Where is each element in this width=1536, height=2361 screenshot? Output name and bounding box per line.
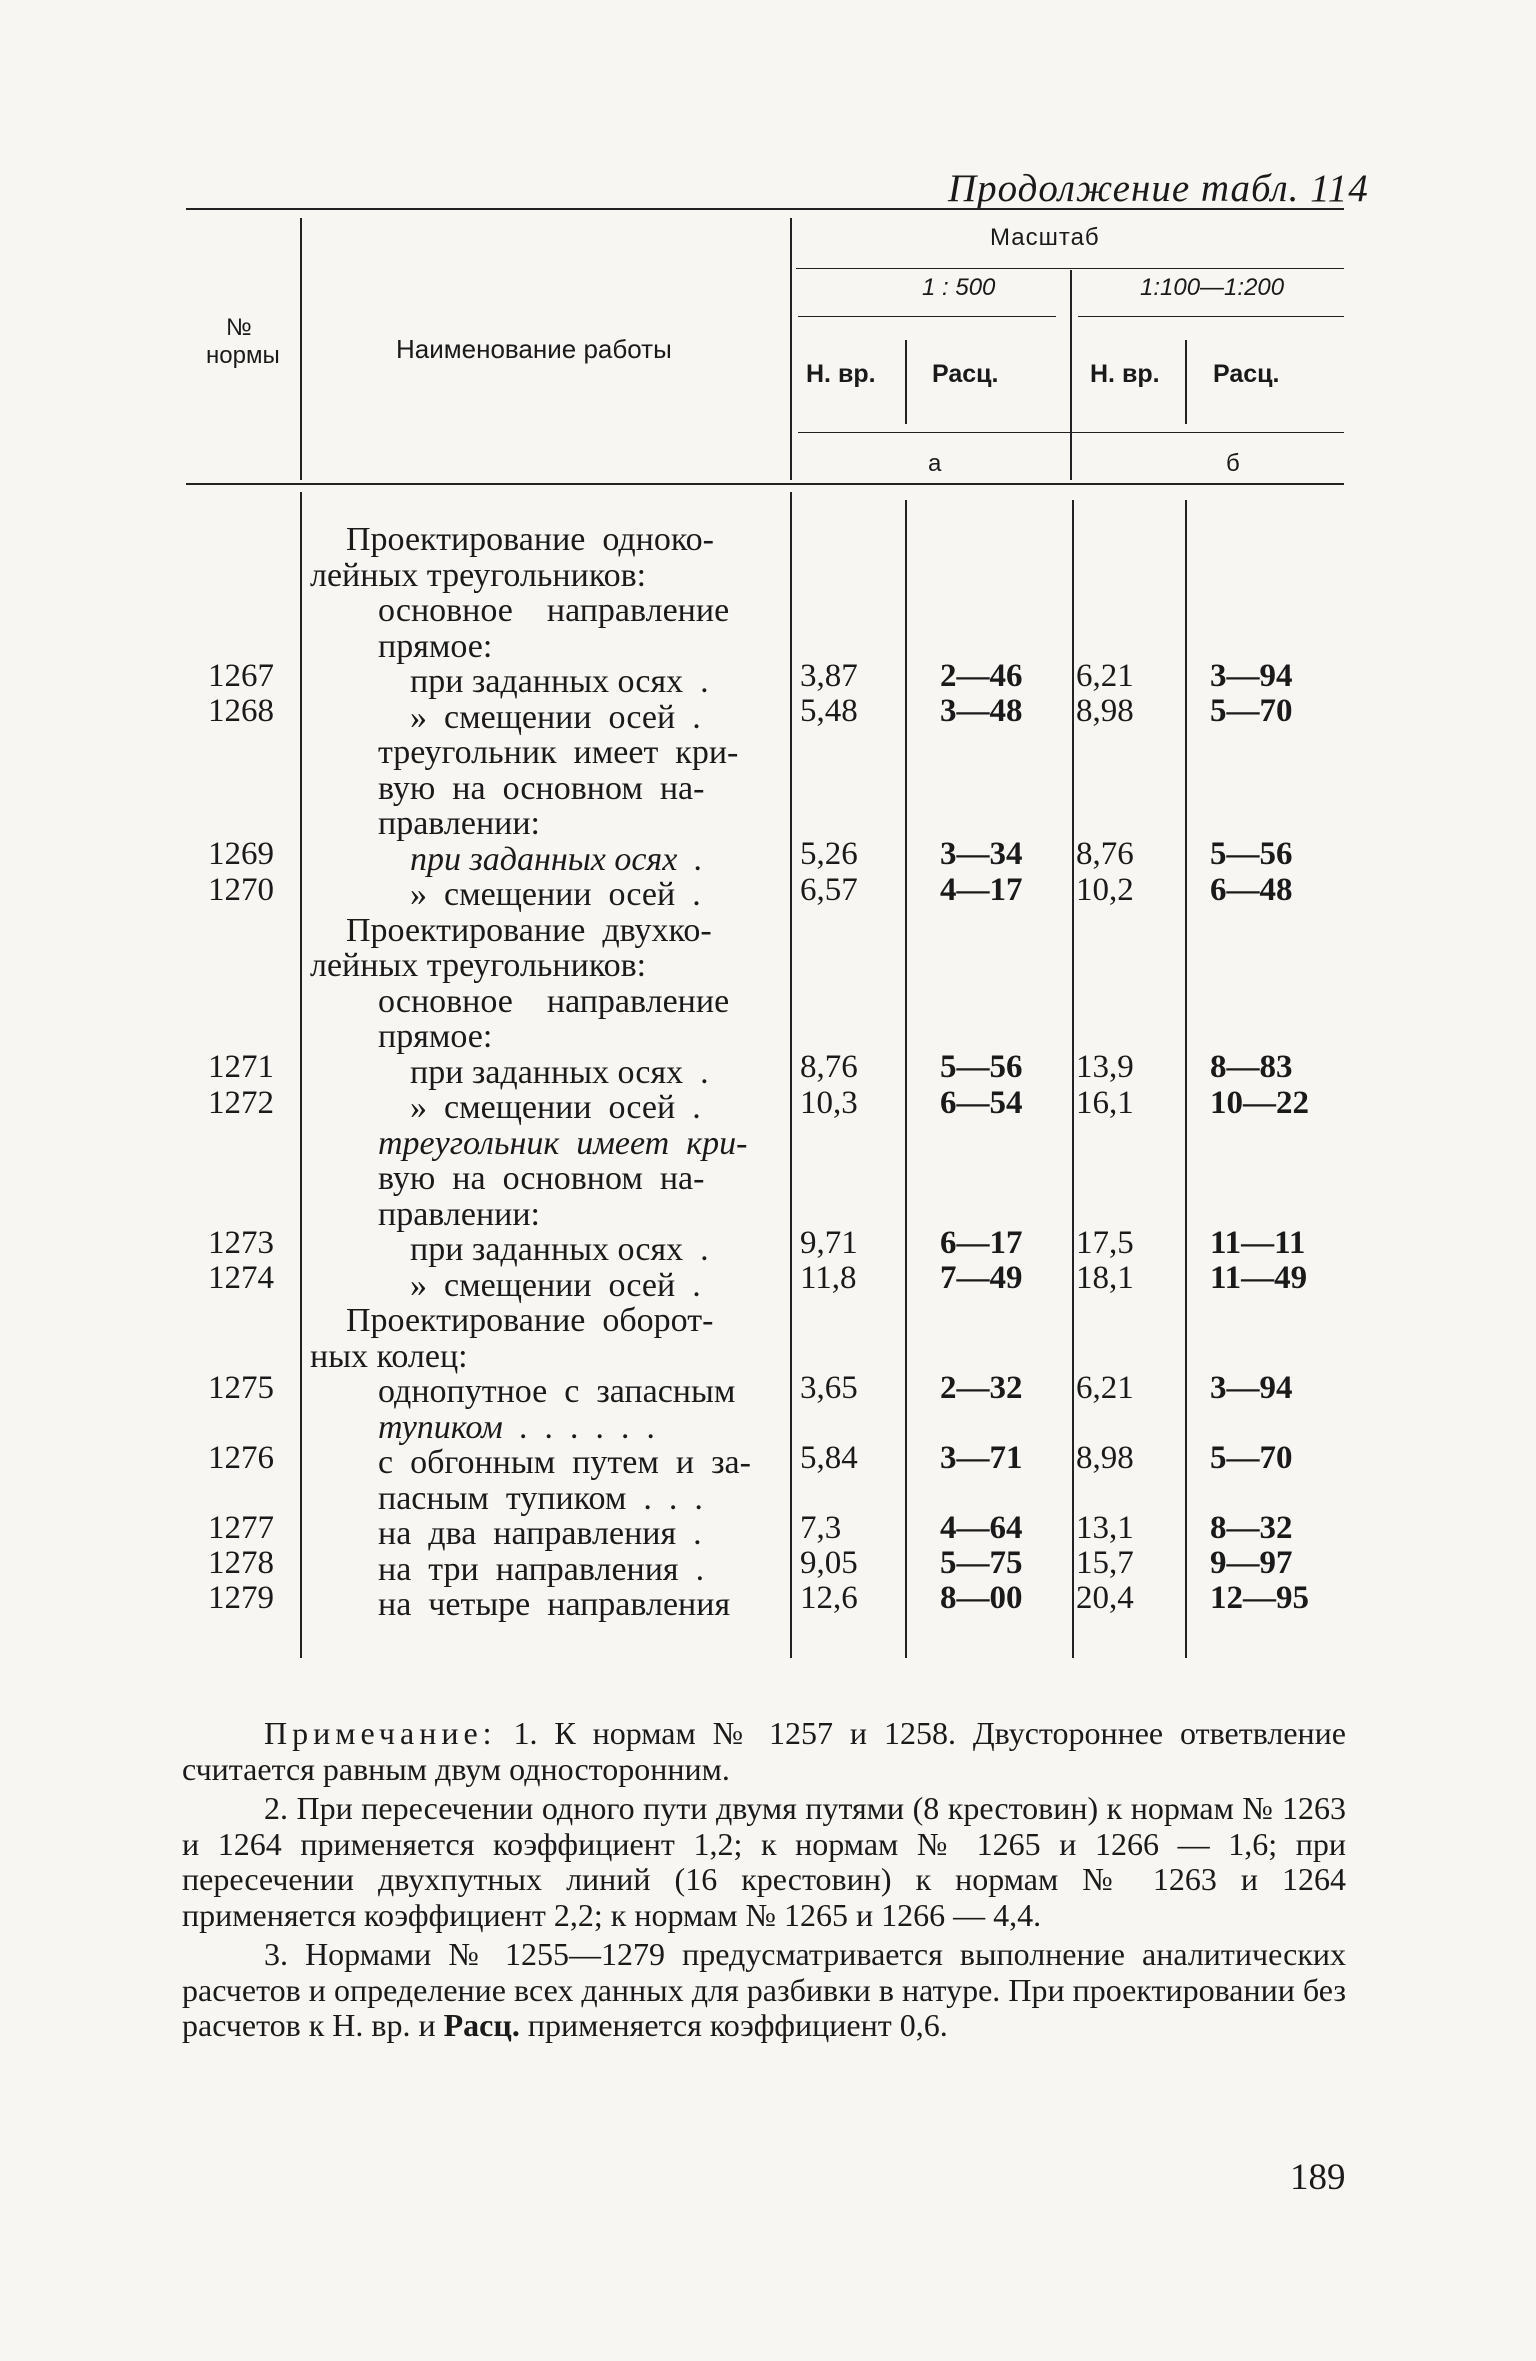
norm-number: 1277 [208, 1510, 274, 1546]
header-hvr-a: Н. вр. [806, 360, 876, 388]
text-line: Проектирование двухко- [346, 911, 712, 949]
text-line: однопутное с запасным [378, 1373, 736, 1410]
rasc-b-cell: 12—95 [1210, 1580, 1309, 1616]
scale-b-rule [1078, 316, 1344, 317]
norm-number: 1279 [208, 1580, 274, 1616]
hvr-b-cell: 17,5 [1076, 1225, 1134, 1261]
header-no-label: нормы [206, 342, 280, 369]
text-line: » смещении осей . [410, 1266, 701, 1304]
text-line: с обгонным путем и за- [378, 1444, 751, 1481]
header-vline-a [905, 340, 907, 424]
note-3-text-a: 3. Нормами № 1255—1279 предусматривается выполнение аналитических расчетов и определение всех данных для разбивки в натуре. При проектировании без расчетов к Н. вр. и [182, 1936, 1346, 2043]
hvr-b-cell: 8,98 [1076, 693, 1134, 729]
text-line: вую на основном на- [378, 1160, 705, 1197]
rasc-b-cell: 11—49 [1210, 1260, 1308, 1296]
text-line: правлении: [378, 805, 540, 842]
hvr-a-cell: 9,71 [800, 1225, 858, 1261]
norm-number: 1270 [208, 872, 274, 908]
rasc-a-cell: 4—64 [940, 1510, 1023, 1546]
rasc-a-cell: 5—56 [940, 1049, 1023, 1085]
text-line: правлении: [378, 1195, 540, 1233]
hvr-a-cell: 8,76 [800, 1049, 858, 1085]
text-line: лейных треугольников: [310, 947, 647, 984]
norm-number: 1271 [208, 1049, 274, 1085]
header-hvr-b: Н. вр. [1090, 360, 1160, 388]
norm-number: 1268 [208, 693, 274, 729]
text-line: основное направление [378, 592, 730, 629]
body-vline-name [790, 492, 792, 1658]
header-scale-b: 1:100—1:200 [1140, 274, 1285, 301]
rasc-b-cell: 8—32 [1210, 1510, 1293, 1546]
hvr-a-cell: 3,87 [800, 658, 858, 694]
hvr-a-cell: 3,65 [800, 1370, 858, 1406]
table-caption: Продолжение табл. 114 [948, 167, 1369, 210]
rasc-a-cell: 5—75 [940, 1545, 1023, 1581]
text-line: » смещении осей . [410, 876, 701, 913]
text-line: » смещении осей . [410, 1089, 701, 1126]
norm-number: 1275 [208, 1370, 274, 1406]
text-line: пасным тупиком . . . [378, 1479, 703, 1517]
rasc-b-cell: 9—97 [1210, 1545, 1293, 1581]
rasc-b-cell: 11—11 [1210, 1225, 1306, 1261]
hvr-b-cell: 6,21 [1076, 658, 1134, 694]
norm-number: 1276 [208, 1440, 274, 1476]
header-vline-scale [1070, 270, 1072, 480]
note-1-text: 1. К нормам № 1257 и 1258. Двустороннее ответвление считается равным двум односторонним. [182, 1715, 1347, 1787]
body-vline-a [905, 500, 907, 1658]
hvr-b-cell: 20,4 [1076, 1580, 1134, 1616]
text-line: на три направления . [378, 1550, 705, 1588]
rasc-a-cell: 6—54 [940, 1085, 1023, 1121]
hvr-a-cell: 12,6 [800, 1580, 858, 1616]
note-3-bold: Расц. [443, 2007, 520, 2043]
header-vline-no [300, 218, 302, 480]
norm-number: 1273 [208, 1225, 274, 1261]
rasc-a-cell: 2—32 [940, 1370, 1023, 1406]
rasc-b-cell: 10—22 [1210, 1085, 1309, 1121]
norm-number: 1272 [208, 1085, 274, 1121]
rasc-b-cell: 5—70 [1210, 693, 1293, 729]
text-line: Проектирование одноко- [346, 521, 714, 558]
rasc-b-cell: 5—56 [1210, 836, 1293, 872]
rasc-a-cell: 3—48 [940, 693, 1023, 729]
rasc-b-cell: 6—48 [1210, 872, 1293, 908]
rasc-b-cell: 3—94 [1210, 658, 1293, 694]
hvr-b-cell: 13,1 [1076, 1510, 1134, 1546]
text-line: на два направления . [378, 1515, 702, 1552]
rasc-a-cell: 3—34 [940, 836, 1023, 872]
header-rasc-b: Расц. [1213, 360, 1280, 388]
text-line: вую на основном на- [378, 769, 705, 807]
header-col-a: а [928, 450, 942, 477]
rasc-a-cell: 3—71 [940, 1440, 1023, 1476]
text-line: тупиком . . . . . . [378, 1408, 656, 1446]
header-rasc-a: Расц. [932, 360, 999, 388]
hvr-b-cell: 16,1 [1076, 1085, 1134, 1121]
rasc-a-cell: 2—46 [940, 658, 1023, 694]
rasc-b-cell: 3—94 [1210, 1370, 1293, 1406]
hvr-a-cell: 9,05 [800, 1545, 858, 1581]
header-scale-label: Масштаб [990, 224, 1100, 251]
text-line: при заданных осях . [410, 663, 709, 700]
work-name-column [310, 522, 786, 1623]
hvr-b-cell: 8,76 [1076, 836, 1134, 872]
hvr-a-cell: 5,26 [800, 836, 858, 872]
header-scale-a: 1 : 500 [922, 274, 996, 301]
rasc-a-cell: 6—17 [940, 1225, 1023, 1261]
scale-a-rule [798, 316, 1056, 317]
note-3 [182, 1937, 1346, 2044]
header-vline-name [790, 218, 792, 480]
header-name-label: Наименование работы [396, 334, 672, 364]
header-col-b: б [1226, 450, 1240, 477]
header-bottom-rule [186, 483, 1344, 485]
rasc-b-cell: 8—83 [1210, 1049, 1293, 1085]
text-line: на четыре направления [378, 1586, 731, 1623]
text-line: Проектирование оборот- [346, 1302, 714, 1339]
hvr-a-cell: 7,3 [800, 1510, 842, 1546]
hvr-a-cell: 10,3 [800, 1085, 858, 1121]
body-vline-no [300, 492, 302, 1658]
hvr-a-cell: 5,48 [800, 693, 858, 729]
table-top-rule [186, 208, 1344, 210]
text-line: при заданных осях . [410, 1231, 709, 1268]
hvr-b-cell: 15,7 [1076, 1545, 1134, 1581]
text-line: прямое: [378, 1018, 493, 1055]
text-line: прямое: [378, 627, 493, 665]
header-vline-b [1185, 340, 1187, 424]
hvr-b-cell: 10,2 [1076, 872, 1134, 908]
hvr-a-cell: 11,8 [800, 1260, 857, 1296]
rasc-b-cell: 5—70 [1210, 1440, 1293, 1476]
text-line: ных колец: [310, 1337, 468, 1375]
hvr-b-cell: 13,9 [1076, 1049, 1134, 1085]
note-1 [182, 1716, 1346, 1787]
norm-number: 1267 [208, 658, 274, 694]
text-line: при заданных осях . [410, 840, 703, 878]
note-label: Примечание: [264, 1715, 497, 1751]
norm-number: 1278 [208, 1545, 274, 1581]
page-number: 189 [1290, 2157, 1346, 2198]
text-line: треугольник имеет кри- [378, 734, 739, 771]
text-line: » смещении осей . [410, 698, 701, 736]
hvr-a-cell: 5,84 [800, 1440, 858, 1476]
hvr-b-cell: 18,1 [1076, 1260, 1134, 1296]
scale-rule [796, 268, 1344, 269]
norm-number: 1274 [208, 1260, 274, 1296]
text-line: основное направление [378, 982, 730, 1020]
notes-block [182, 1716, 1346, 2044]
body-vline-b [1185, 500, 1187, 1658]
note-2: 2. При пересечении одного пути двумя путями (8 крестовин) к нормам № 1263 и 1264 применяется коэффициент 1,2; к нормам № 1265 и 1266 — 1,6; при пересечении двухпутных линий (16 крестовин) к нормам № 1263 и 1264 применяется коэффициент 2,2; к нормам № 1265 и 1266 — 4,4. [182, 1790, 1346, 1933]
header-no-symbol: № [226, 314, 252, 341]
rasc-a-cell: 8—00 [940, 1580, 1023, 1616]
text-line: лейных треугольников: [310, 556, 647, 594]
note-3-text-b: применяется коэффициент 0,6. [519, 2007, 948, 2043]
text-line: при заданных осях . [410, 1053, 709, 1091]
rasc-a-cell: 4—17 [940, 872, 1023, 908]
norm-number: 1269 [208, 836, 274, 872]
body-vline-scale [1072, 500, 1074, 1658]
rasc-a-cell: 7—49 [940, 1260, 1023, 1296]
hvr-b-cell: 8,98 [1076, 1440, 1134, 1476]
hvr-b-cell: 6,21 [1076, 1370, 1134, 1406]
hvr-a-cell: 6,57 [800, 872, 858, 908]
text-line: треугольник имеет кри- [378, 1124, 748, 1162]
